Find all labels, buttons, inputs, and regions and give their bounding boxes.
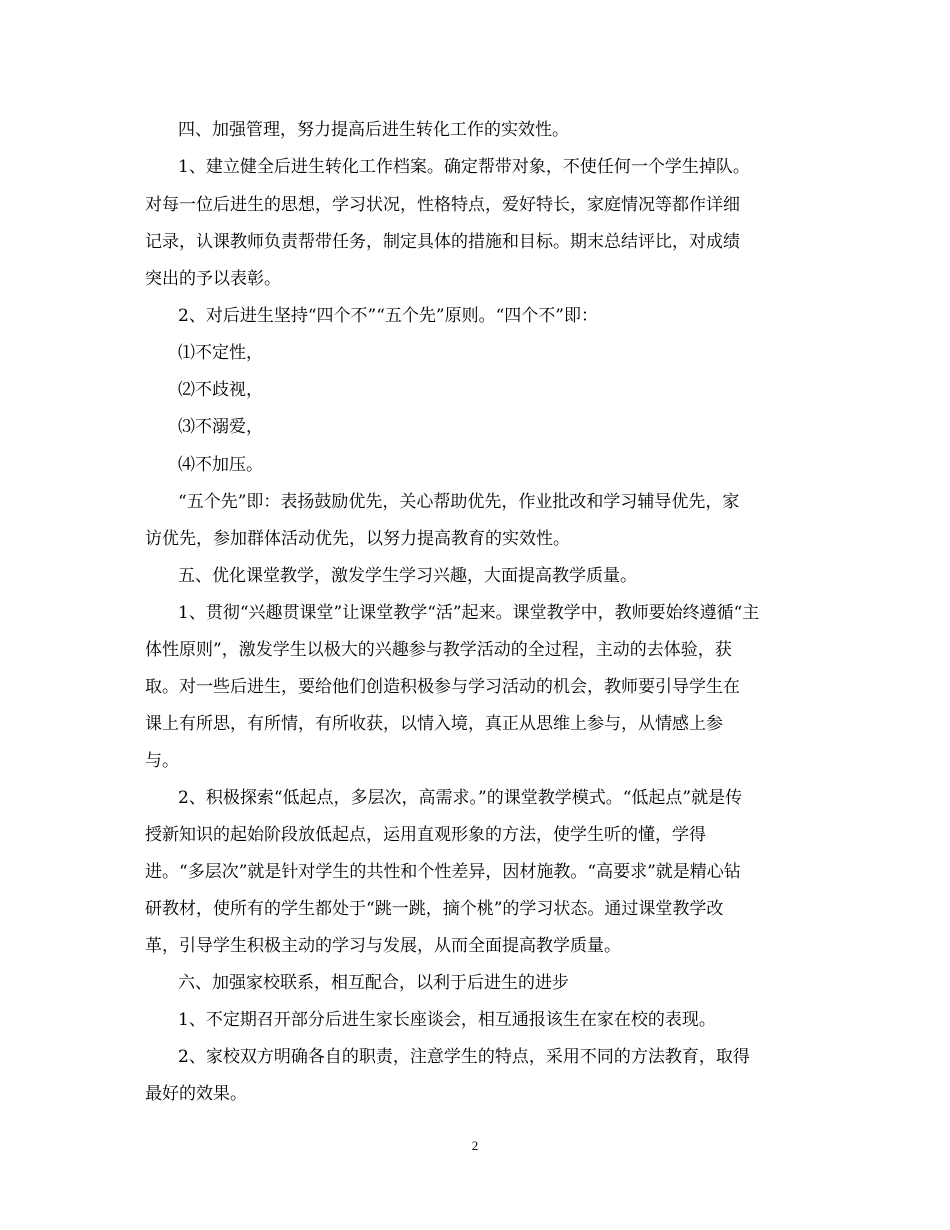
paragraph-line: 最好的效果。 xyxy=(145,1084,247,1104)
paragraph-line: 对每一位后进生的思想，学习状况，性格特点，爱好特长，家庭情况等都作详细 xyxy=(145,195,740,215)
paragraph-line: 革，引导学生积极主动的学习与发展，从而全面提高教学质量。 xyxy=(145,936,621,956)
paragraph-line: 2、积极探索“低起点，多层次，高需求。”的课堂教学模式。“低起点”就是传 xyxy=(178,788,743,808)
paragraph-line: 课上有所思，有所情，有所收获，以情入境，真正从思维上参与，从情感上参 xyxy=(145,714,723,734)
list-item: ⑷不加压。 xyxy=(178,455,263,475)
paragraph-line: 1、贯彻“兴趣贯课堂”让课堂教学“活”起来。课堂教学中，教师要始终遵循“主 xyxy=(178,603,760,623)
paragraph-line: 进。“多层次”就是针对学生的共性和个性差异，因材施教。“高要求”就是精心钻 xyxy=(145,862,741,882)
paragraph-line: 访优先，参加群体活动优先，以努力提高教育的实效性。 xyxy=(145,529,570,549)
paragraph-line: “五个先”即：表扬鼓励优先，关心帮助优先，作业批改和学习辅导优先，家 xyxy=(178,492,740,512)
paragraph-line: 体性原则”，激发学生以极大的兴趣参与教学活动的全过程，主动的去体验，获 xyxy=(145,640,732,660)
paragraph-line: 2、家校双方明确各自的职责，注意学生的特点，采用不同的方法教育，取得 xyxy=(178,1047,750,1067)
paragraph-line: 研教材，使所有的学生都处于“跳一跳，摘个桃”的学习状态。通过课堂教学改 xyxy=(145,899,724,919)
paragraph-line: 授新知识的起始阶段放低起点，运用直观形象的方法，使学生听的懂，学得 xyxy=(145,825,706,845)
paragraph-line: 记录，认课教师负责帮带任务，制定具体的措施和目标。期末总结评比，对成绩 xyxy=(145,232,740,252)
list-item: ⑶不溺爱， xyxy=(178,417,263,437)
section-heading-4: 四、加强管理，努力提高后进生转化工作的实效性。 xyxy=(178,120,569,140)
section-heading-6: 六、加强家校联系，相互配合，以利于后进生的进步 xyxy=(178,973,569,993)
page-number: 2 xyxy=(471,1138,479,1153)
paragraph-line: 2、对后进生坚持“四个不”“五个先”原则。“四个不”即： xyxy=(178,306,598,326)
paragraph-line: 1、建立健全后进生转化工作档案。确定帮带对象，不使任何一个学生掉队。 xyxy=(178,157,750,177)
paragraph-line: 取。对一些后进生，要给他们创造积极参与学习活动的机会，教师要引导学生在 xyxy=(145,677,740,697)
list-item: ⑵不歧视， xyxy=(178,380,263,400)
list-item: ⑴不定性， xyxy=(178,343,263,363)
paragraph-line: 突出的予以表彰。 xyxy=(145,269,281,289)
section-heading-5: 五、优化课堂教学，激发学生学习兴趣，大面提高教学质量。 xyxy=(178,566,637,586)
paragraph-line: 与。 xyxy=(145,751,179,771)
paragraph-line: 1、不定期召开部分后进生家长座谈会，相互通报该生在家在校的表现。 xyxy=(178,1010,716,1030)
